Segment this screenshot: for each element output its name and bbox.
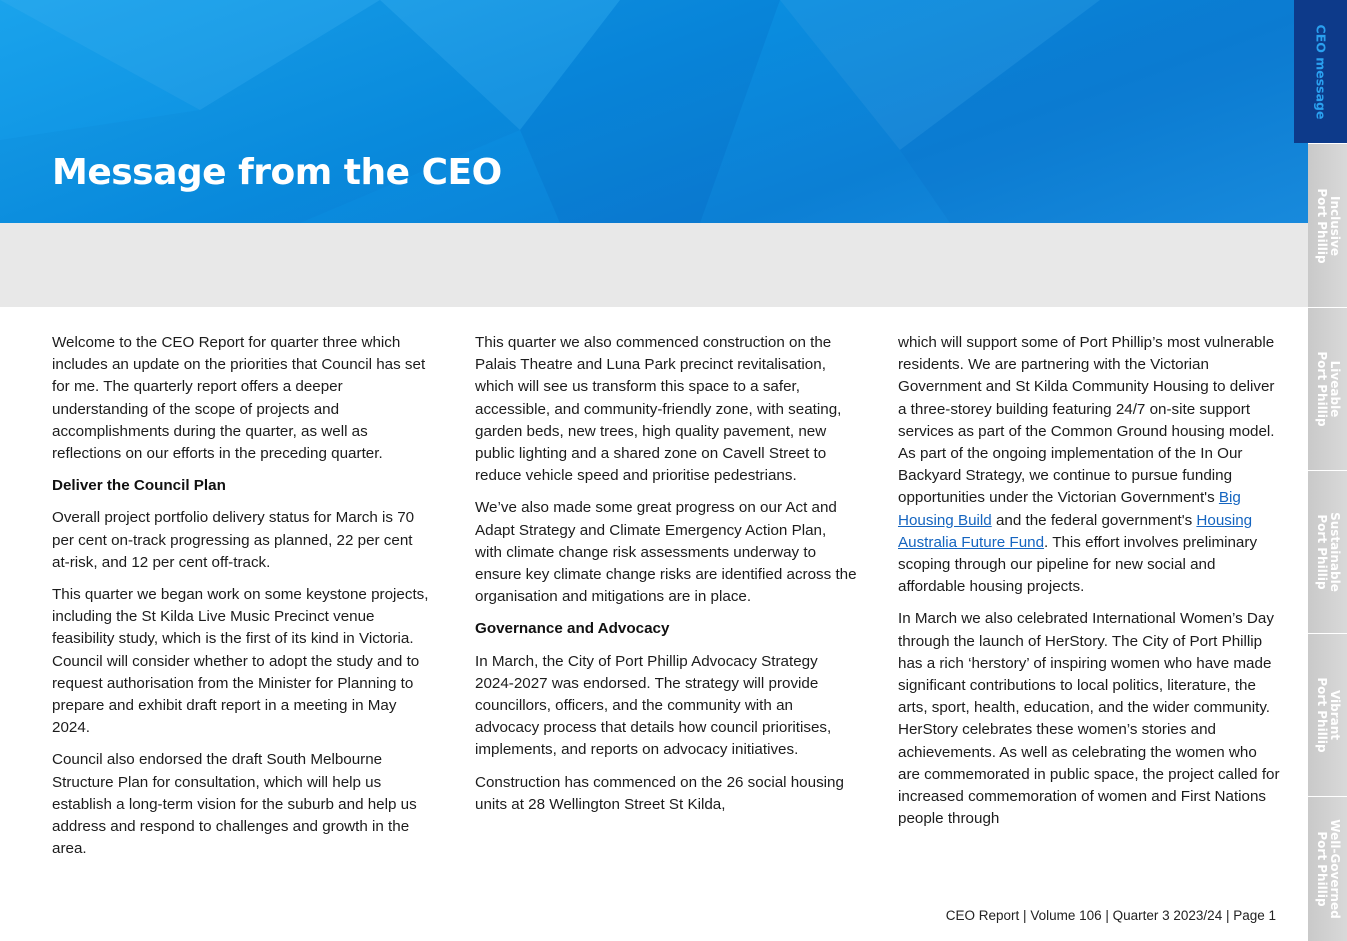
header-banner [0, 0, 1308, 223]
paragraph: This quarter we began work on some keystone projects, including the St Kilda Live Music Precinct venue feasibility study, which is the first of its kind in Victoria. Council will consider whether to adopt the study and to request authorisation from the Minister for Planning to prepare and exhibit draft report in a meeting in May 2024. [52, 586, 429, 737]
paragraph: In March, the City of Port Phillip Advocacy Strategy 2024-2027 was endorsed. The strategy will provide councillors, officers, and the community with an advocacy process that details how council prioritises, implements, and reports on advocacy initiatives. [475, 652, 832, 759]
tab-well-governed-port-phillip[interactable] [1308, 796, 1347, 941]
page-title: Message from the CEO [52, 152, 502, 193]
tab-label [1315, 188, 1341, 263]
tab-inclusive-port-phillip[interactable] [1308, 143, 1347, 307]
paragraph-text: and the federal government's [991, 511, 1197, 529]
header-band [0, 223, 1308, 307]
paragraph: We’ve also made some great progress on our Act and Adapt Strategy and Climate Emergency Action Plan, with climate change risk assessments underway to ensure key climate change risks are identified across the organisation and mitigations are in place. [475, 499, 857, 606]
tab-label-line: Port Phillip [1314, 831, 1329, 907]
tab-label-line: Inclusive [1327, 195, 1342, 256]
paragraph: In March we also celebrated International Women’s Day through the launch of HerStory. The City of Port Phillip has a rich ‘herstory’ of inspiring women who have made significant contributions to local politics, literature, the arts, sport, health, education, and the wider community. HerStory celebrates these women’s stories and achievements. As well as celebrating the women who are commemorated in public space, the project called for increased commemoration of women and First Nations people through [898, 610, 1280, 828]
tab-label-line: Port Phillip [1314, 351, 1329, 427]
tab-label [1315, 351, 1341, 426]
tab-label [1315, 677, 1341, 752]
paragraph [898, 332, 1280, 598]
tab-label-line: Port Phillip [1314, 514, 1329, 590]
tab-label: CEO message [1313, 24, 1328, 119]
paragraph-text: which will support some of Port Phillip’s most vulnerable residents. We are partnering with the Victorian Government and St Kilda Community Housing to deliver a three-storey building featuring 24/7 on-site support services as part of the Common Ground housing model. As part of the ongoing implementation of the In Our Backyard Strategy, we continue to pursue funding opportunities under the Victorian Government's [898, 334, 1275, 507]
link-housing-australia-future-fund[interactable]: Housing Australia Future Fund [898, 511, 1253, 551]
paragraph: Welcome to the CEO Report for quarter three which includes an update on the priorities that Council has set for me. The quarterly report offers a deeper understanding of the scope of projects and accomplishments during the quarter, as well as reflections on our efforts in the preceding quarter. [52, 334, 426, 463]
tab-label-line: Port Phillip [1314, 187, 1329, 264]
section-heading: Governance and Advocacy [475, 620, 670, 638]
link-big-housing-build[interactable]: Big Housing Build [898, 489, 1241, 529]
tab-label-line: Port Phillip [1314, 677, 1329, 753]
tab-label [1315, 819, 1341, 918]
tab-label-line: Vibrant [1327, 689, 1342, 741]
tab-label [1315, 512, 1341, 592]
column-3 [898, 332, 1280, 840]
column-1 [52, 332, 434, 870]
paragraph: Construction has commenced on the 26 social housing units at 28 Wellington Street St Kilda, [475, 773, 844, 813]
paragraph: Council also endorsed the draft South Melbourne Structure Plan for consultation, which will help us establish a long-term vision for the suburb and help us address and respond to challenges and growth in the area. [52, 751, 417, 858]
tab-liveable-port-phillip[interactable] [1308, 307, 1347, 470]
tab-label-line: Well-Governed [1327, 819, 1342, 919]
section-tabs [1294, 0, 1347, 941]
section-heading: Deliver the Council Plan [52, 477, 226, 495]
tab-label-line: Sustainable [1327, 512, 1342, 592]
tab-vibrant-port-phillip[interactable] [1308, 633, 1347, 796]
paragraph-text: . This effort involves preliminary scoping through our pipeline for new social and affordable housing projects. [898, 533, 1258, 596]
paragraph: Overall project portfolio delivery status for March is 70 per cent on-track progressing as planned, 22 per cent at-risk, and 12 per cent off-track. [52, 509, 415, 571]
paragraph: This quarter we also commenced construction on the Palais Theatre and Luna Park precinct revitalisation, which will see us transform this space to a safer, accessible, and community-friendly zone, with seating, garden beds, new trees, high quality pavement, new public lighting and a shared zone on Cavell Street to reduce vehicle speed and prioritise pedestrians. [475, 334, 842, 485]
tab-ceo-message[interactable] [1294, 0, 1347, 143]
page-footer: CEO Report | Volume 106 | Quarter 3 2023/24 | Page 1 [945, 908, 1276, 923]
tab-label-line: Liveable [1327, 360, 1342, 418]
tab-sustainable-port-phillip[interactable] [1308, 470, 1347, 633]
column-2 [475, 332, 857, 826]
